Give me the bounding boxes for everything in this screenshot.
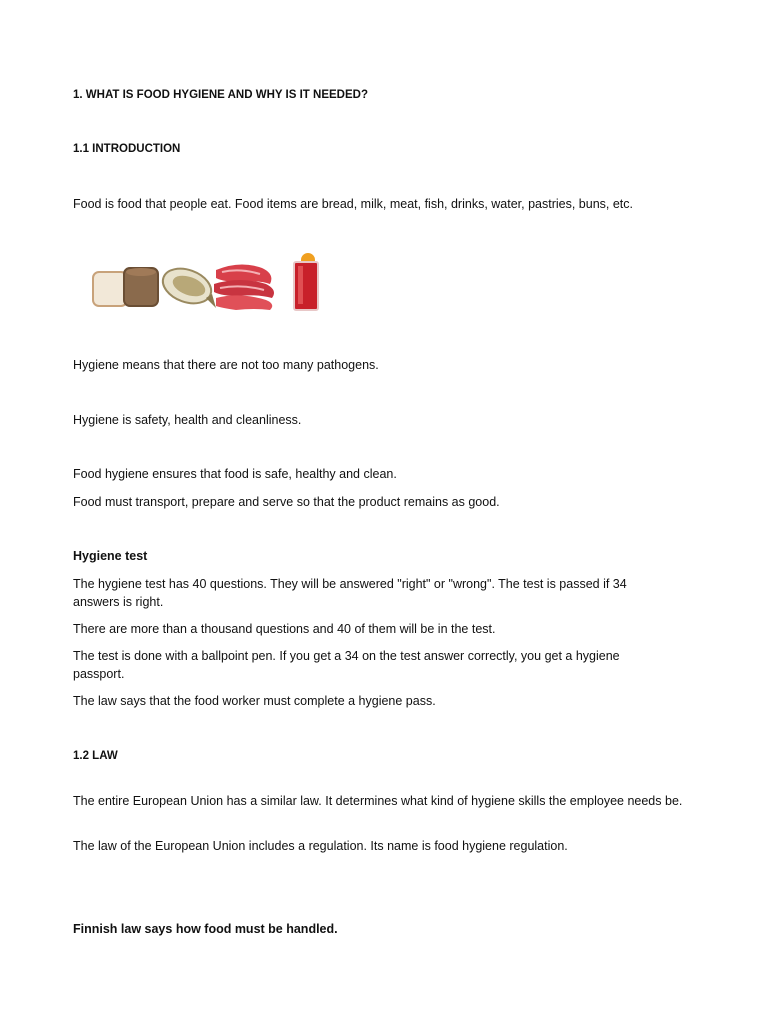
subheading-hygiene-test: Hygiene test [73, 549, 148, 563]
drink-icon [294, 253, 318, 310]
paragraph-eu-regulation: The law of the European Union includes a regulation. Its name is food hygiene regulation. [73, 839, 568, 853]
section-heading-introduction: 1.1 INTRODUCTION [73, 143, 181, 155]
paragraph-intro: Food is food that people eat. Food items are bread, milk, meat, fish, drinks, water, pastries, buns, etc. [73, 197, 633, 211]
paragraph-food-hygiene: Food hygiene ensures that food is safe, healthy and clean. [73, 467, 397, 481]
paragraph-test-ballpoint: The test is done with a ballpoint pen. If you get a 34 on the test answer correctly, you get a hygiene passport. [73, 649, 620, 681]
fish-icon [158, 262, 216, 309]
meat-icon [214, 264, 274, 310]
paragraph-finnish-law: Finnish law says how food must be handled. [73, 922, 338, 936]
main-heading: 1. WHAT IS FOOD HYGIENE AND WHY IS IT NEEDED? [73, 89, 368, 101]
food-illustration [90, 250, 325, 316]
paragraph-eu-law: The entire European Union has a similar law. It determines what kind of hygiene skills the employee needs be. [73, 794, 683, 808]
food-illustration-svg [90, 250, 325, 316]
paragraph-pathogens: Hygiene means that there are not too many pathogens. [73, 358, 379, 372]
paragraph-test-questions: The hygiene test has 40 questions. They will be answered "right" or "wrong". The test is passed if 34 answers is right. [73, 577, 627, 609]
paragraph-law-says: The law says that the food worker must complete a hygiene pass. [73, 694, 436, 708]
section-heading-law: 1.2 LAW [73, 750, 118, 762]
bread-icon [93, 268, 158, 306]
paragraph-test-thousand: There are more than a thousand questions and 40 of them will be in the test. [73, 622, 496, 636]
paragraph-transport: Food must transport, prepare and serve so that the product remains as good. [73, 495, 500, 509]
paragraph-safety: Hygiene is safety, health and cleanliness. [73, 413, 302, 427]
